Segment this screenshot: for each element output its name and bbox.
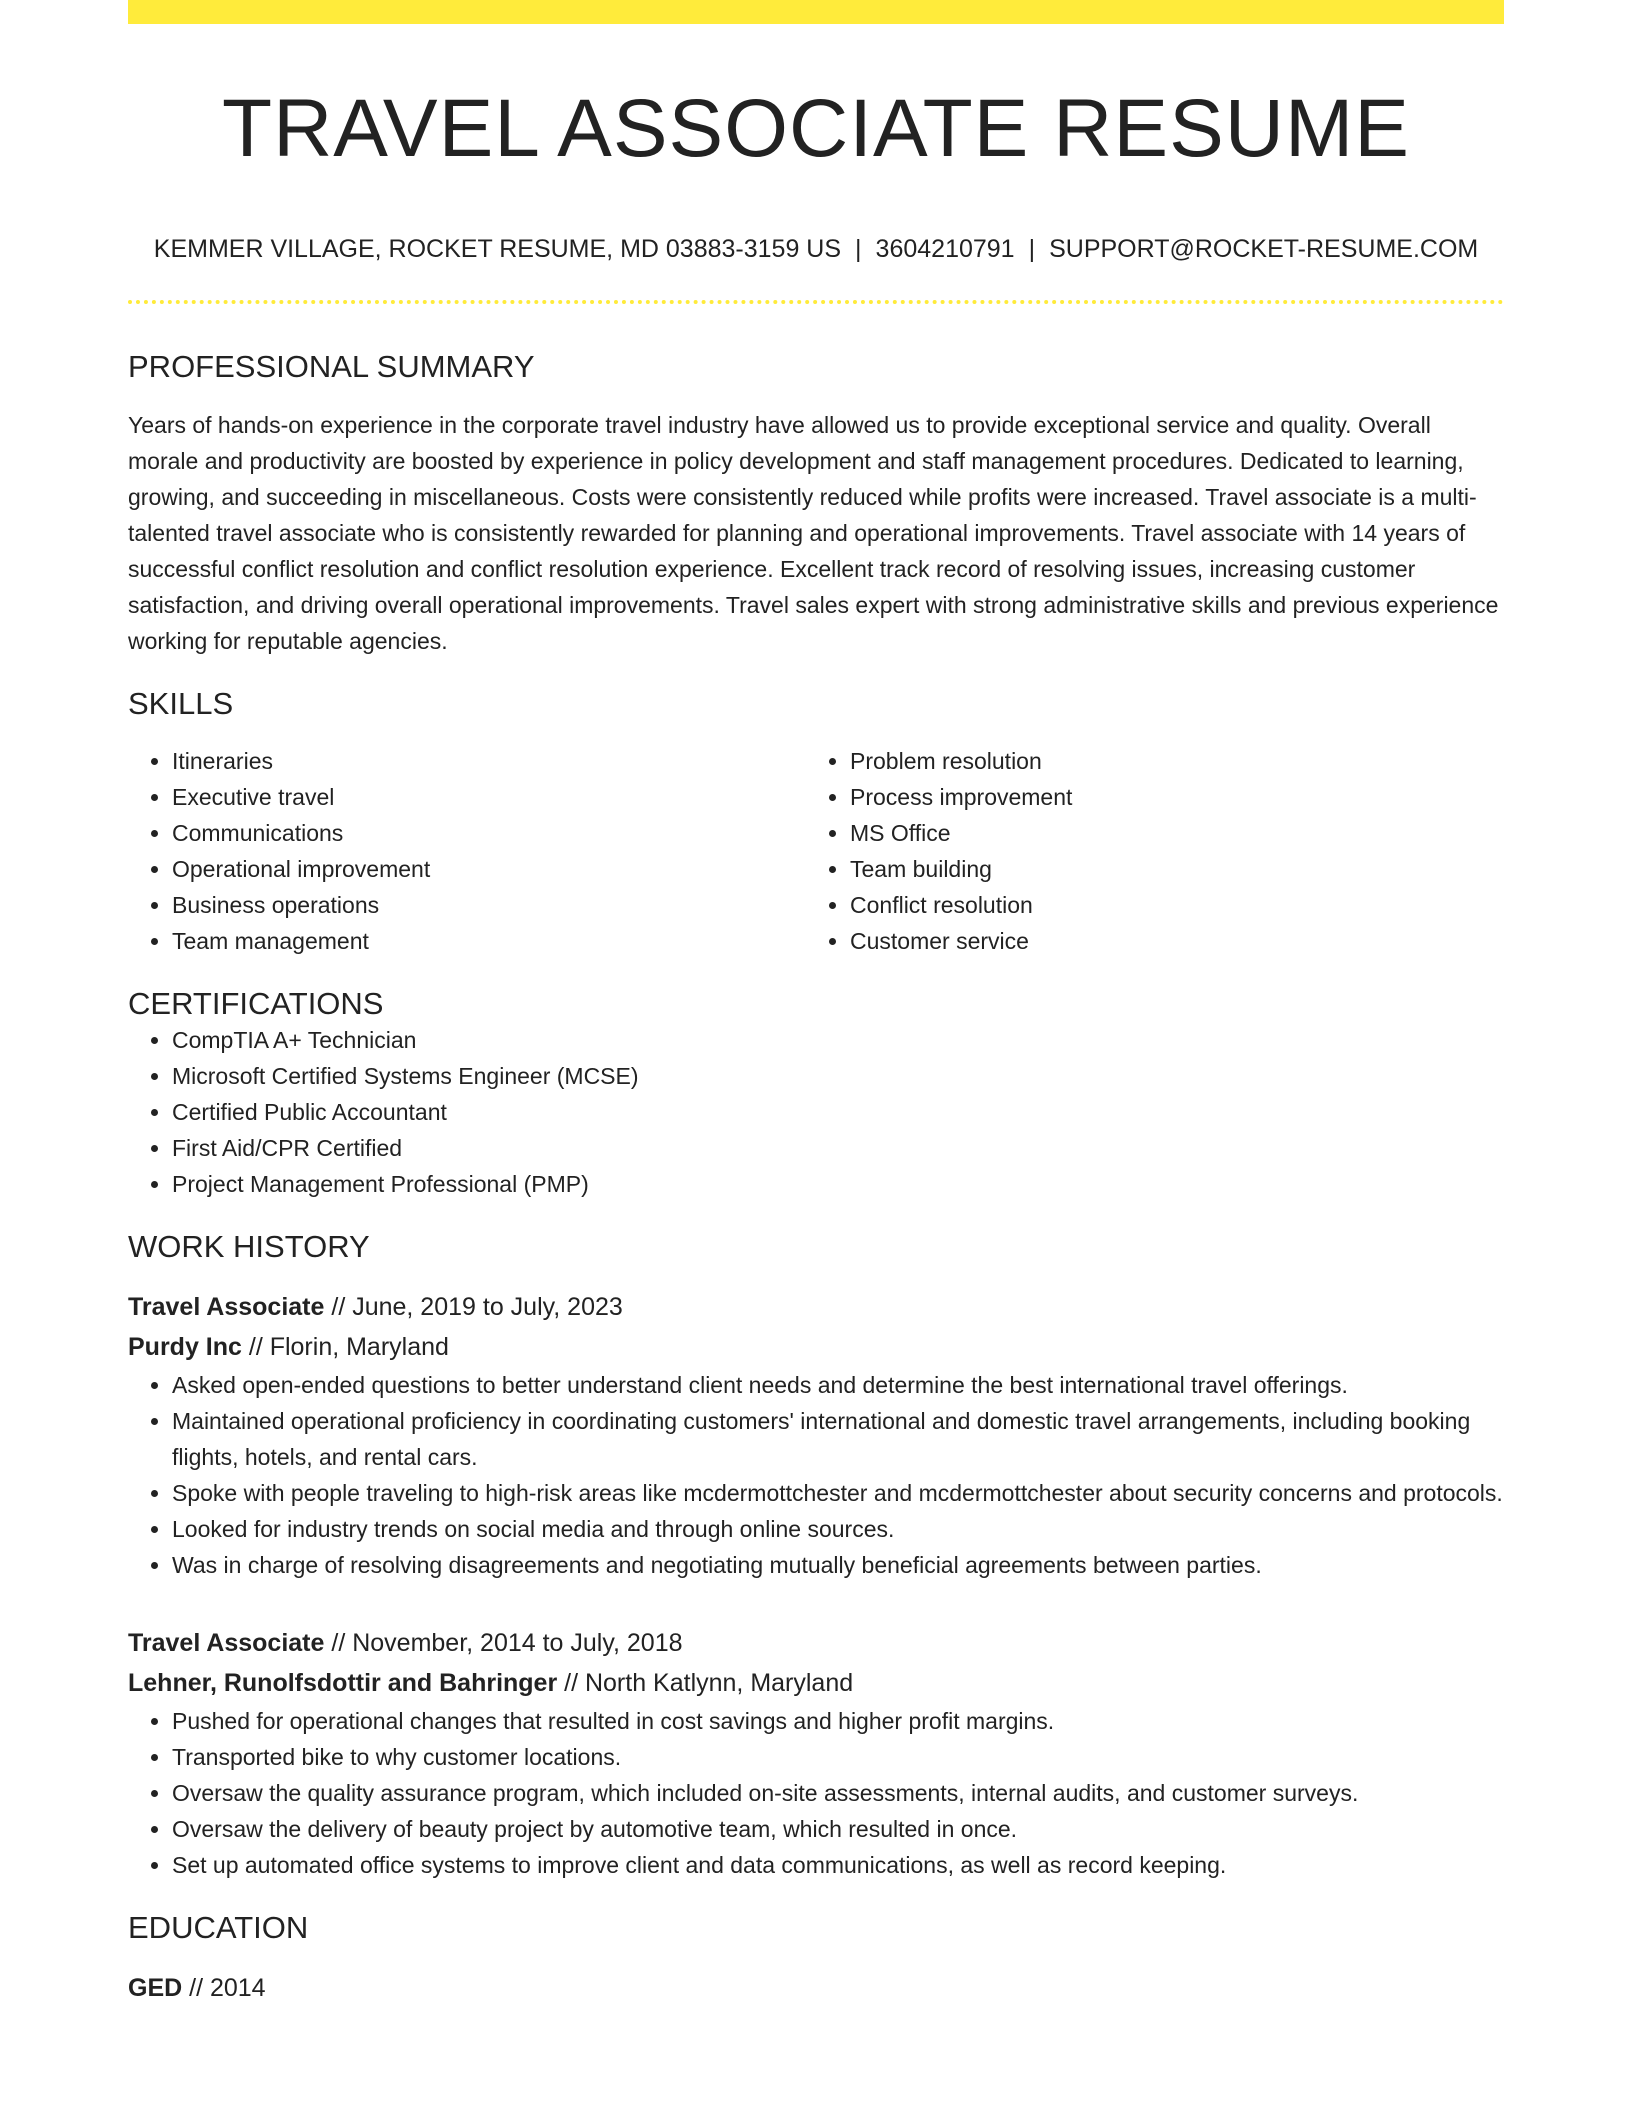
education-heading: EDUCATION (128, 1910, 309, 1946)
skill-item: • Communications (172, 815, 806, 851)
skill-item: • Process improvement (850, 779, 1484, 815)
skill-item: • Conflict resolution (850, 887, 1484, 923)
certifications-heading: CERTIFICATIONS (128, 985, 384, 1021)
job-bullet: • Transported bike to why customer locations. (172, 1739, 1504, 1775)
skill-item: • Customer service (850, 923, 1484, 959)
job-company: Purdy Inc (128, 1333, 242, 1362)
job-bullet: • Asked open-ended questions to better understand client needs and determine the best international travel offerings. (172, 1367, 1504, 1403)
skills-list-right (806, 743, 1484, 959)
education-year: // 2014 (182, 1974, 266, 2003)
summary-heading: PROFESSIONAL SUMMARY (128, 349, 535, 385)
job-title: Travel Associate (128, 1293, 325, 1322)
skills-list-left (128, 743, 806, 959)
certification-item: • Certified Public Accountant (172, 1094, 1504, 1130)
contact-line (128, 234, 1504, 264)
job-title: Travel Associate (128, 1629, 325, 1658)
contact-phone: 3604210791 (875, 235, 1015, 264)
job-dates: // June, 2019 to July, 2023 (324, 1293, 623, 1322)
skill-item: • Operational improvement (172, 851, 806, 887)
work-history-heading: WORK HISTORY (128, 1228, 370, 1264)
skill-item: • MS Office (850, 815, 1484, 851)
skill-item: • Problem resolution (850, 743, 1484, 779)
job-bullet-list (128, 1703, 1504, 1883)
skill-item: • Team management (172, 923, 806, 959)
skills-columns (128, 743, 1504, 959)
skill-item: • Itineraries (172, 743, 806, 779)
job-title-line (128, 1287, 1504, 1327)
job-bullet: • Pushed for operational changes that resulted in cost savings and higher profit margins. (172, 1703, 1504, 1739)
top-accent-bar (128, 0, 1504, 24)
job-bullet: • Oversaw the delivery of beauty project by automotive team, which resulted in once. (172, 1811, 1504, 1847)
job-dates: // November, 2014 to July, 2018 (324, 1629, 683, 1658)
resume-title: TRAVEL ASSOCIATE RESUME (222, 83, 1410, 174)
job-bullet: • Looked for industry trends on social media and through online sources. (172, 1511, 1504, 1547)
job-bullet: • Set up automated office systems to improve client and data communications, as well as record keeping. (172, 1847, 1504, 1883)
contact-separator: | (855, 235, 862, 264)
certification-item: • Project Management Professional (PMP) (172, 1166, 1504, 1202)
contact-separator: | (1028, 235, 1036, 264)
job-entry (128, 1287, 1504, 1583)
job-bullet: • Maintained operational proficiency in coordinating customers' international and domestic travel arrangements, including booking flights, hotels, and rental cars. (172, 1403, 1504, 1475)
summary-text: Years of hands-on experience in the corporate travel industry have allowed us to provide exceptional service and quality. Overall morale and productivity are boosted by experience in policy development and staff management procedures. Dedicated to learning, growing, and succeeding in miscellaneous. Costs were consistently reduced while profits were increased. Travel associate is a multi-talented travel associate who is consistently rewarded for planning and operational improvements. Travel associate with 14 years of successful conflict resolution and conflict resolution experience. Excellent track record of resolving issues, increasing customer satisfaction, and driving overall operational improvements. Travel sales expert with strong administrative skills and previous experience working for reputable agencies. (128, 412, 1499, 655)
job-bullet: • Oversaw the quality assurance program, which included on-site assessments, internal audits, and customer surveys. (172, 1775, 1504, 1811)
education-entry (128, 1968, 1504, 2008)
education-degree: GED (128, 1974, 183, 2003)
skill-item: • Team building (850, 851, 1484, 887)
contact-address: KEMMER VILLAGE, ROCKET RESUME, MD 03883-3159 US (153, 235, 842, 264)
job-company-line (128, 1327, 1504, 1367)
job-company-line (128, 1663, 1504, 1703)
job-entry (128, 1623, 1504, 1883)
job-location: // Florin, Maryland (241, 1333, 449, 1362)
job-location: // North Katlynn, Maryland (557, 1669, 854, 1698)
skill-item: • Executive travel (172, 779, 806, 815)
skills-column-right (806, 743, 1484, 959)
skills-column-left (128, 743, 806, 959)
job-bullet: • Spoke with people traveling to high-risk areas like mcdermottchester and mcdermottchester about security concerns and protocols. (172, 1475, 1504, 1511)
skills-heading: SKILLS (128, 686, 234, 722)
resume-content (128, 24, 1504, 2008)
job-bullet-list (128, 1367, 1504, 1583)
certification-item: • First Aid/CPR Certified (172, 1130, 1504, 1166)
job-company: Lehner, Runolfsdottir and Bahringer (128, 1669, 558, 1698)
contact-email: SUPPORT@ROCKET-RESUME.COM (1049, 235, 1479, 264)
certifications-list (128, 1022, 1504, 1202)
skill-item: • Business operations (172, 887, 806, 923)
certification-item: • Microsoft Certified Systems Engineer (MCSE) (172, 1058, 1504, 1094)
dotted-divider (128, 300, 1504, 304)
job-bullet: • Was in charge of resolving disagreements and negotiating mutually beneficial agreements between parties. (172, 1547, 1504, 1583)
certification-item: • CompTIA A+ Technician (172, 1022, 1504, 1058)
job-title-line (128, 1623, 1504, 1663)
